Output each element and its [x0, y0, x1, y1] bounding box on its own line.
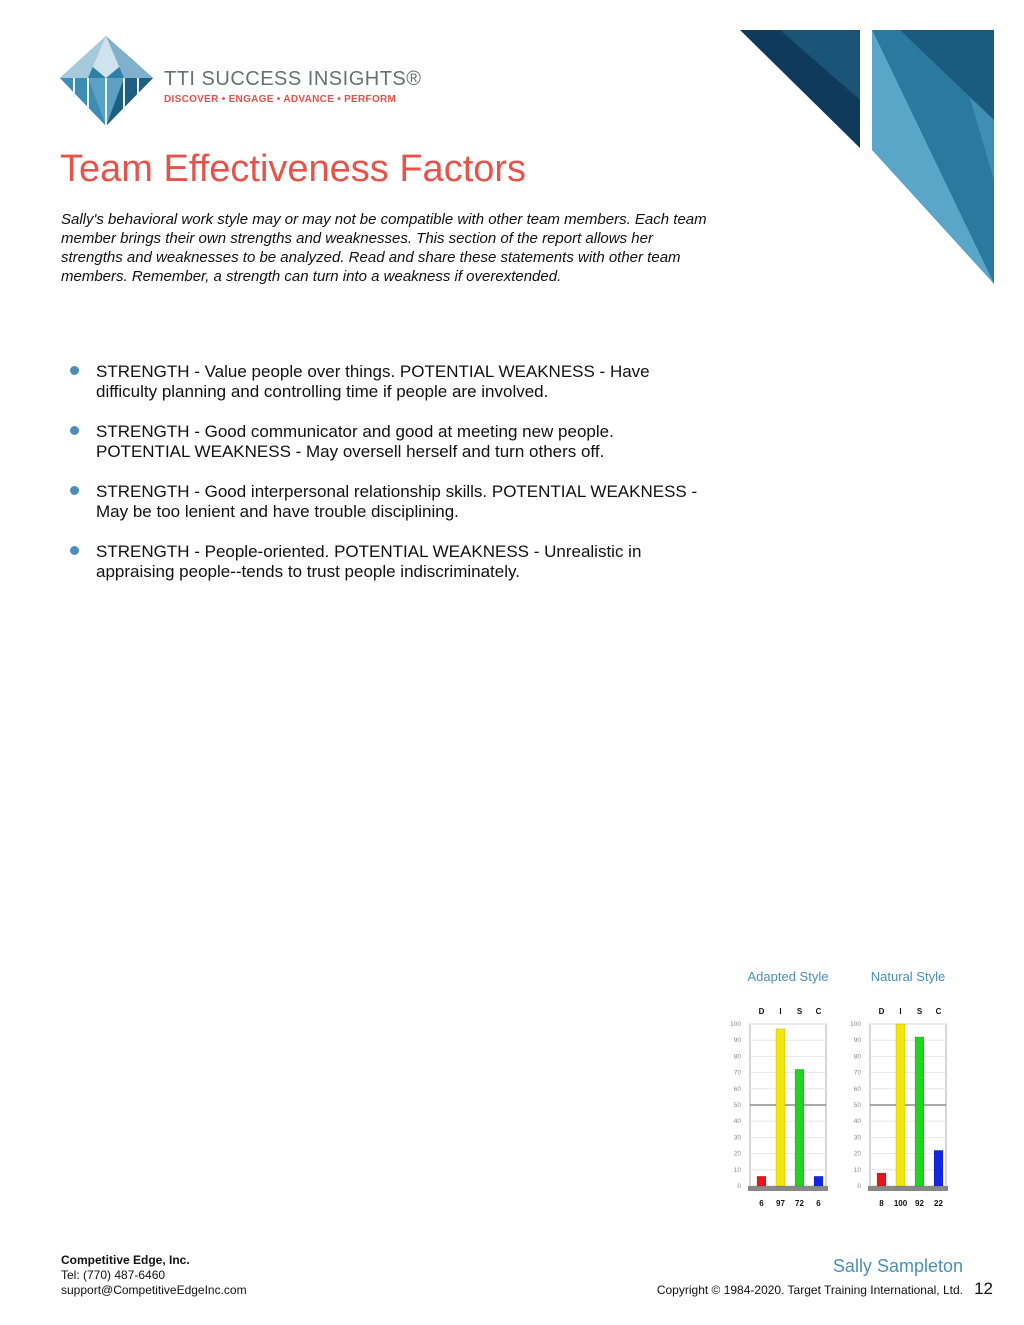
- diamond-logo-icon: [58, 34, 158, 130]
- value-label-i: 100: [893, 1199, 908, 1208]
- y-tick-label: 10: [733, 1166, 741, 1174]
- y-tick-label: 50: [733, 1102, 741, 1109]
- bullet-icon: [70, 546, 79, 555]
- y-tick-label: 20: [733, 1150, 741, 1158]
- y-tick-label: 60: [853, 1085, 861, 1093]
- bar-s: [915, 1037, 924, 1186]
- company-phone: Tel: (770) 487-6460: [61, 1268, 166, 1282]
- page-number: 12: [974, 1279, 993, 1298]
- brand-tagline: DISCOVER • ENGAGE • ADVANCE • PERFORM: [164, 94, 397, 105]
- bar-s: [795, 1069, 804, 1186]
- y-tick-label: 100: [850, 1021, 861, 1028]
- value-label-c: 22: [934, 1199, 943, 1208]
- category-label-c: C: [815, 1007, 822, 1016]
- list-item: STRENGTH - Good interpersonal relationship skills. POTENTIAL WEAKNESS - May be too lenient and have trouble disciplining.: [70, 482, 710, 522]
- y-tick-label: 100: [730, 1021, 741, 1028]
- category-label-s: S: [916, 1007, 923, 1016]
- y-tick-label: 80: [853, 1053, 861, 1061]
- chart-base: [748, 1186, 828, 1191]
- bullet-icon: [70, 426, 79, 435]
- y-tick-label: 90: [853, 1037, 861, 1045]
- y-tick-label: 0: [857, 1183, 861, 1190]
- tti-logo: [58, 34, 428, 130]
- list-item: STRENGTH - People-oriented. POTENTIAL WEAKNESS - Unrealistic in appraising people--tends to trust people indiscriminately.: [70, 542, 710, 582]
- page-title: Team Effectiveness Factors: [60, 148, 527, 190]
- list-item: STRENGTH - Value people over things. POTENTIAL WEAKNESS - Have difficulty planning and controlling time if people are involved.: [70, 362, 710, 402]
- brand-name: TTI SUCCESS INSIGHTS®: [164, 68, 422, 90]
- value-label-i: 97: [776, 1199, 785, 1208]
- chart-base: [868, 1186, 948, 1191]
- chart-title: Natural Style: [870, 969, 946, 984]
- strengths-list: [70, 362, 710, 602]
- y-tick-label: 90: [733, 1037, 741, 1045]
- copyright: Copyright © 1984-2020. Target Training International, Ltd.: [656, 1283, 963, 1297]
- intro-paragraph: Sally's behavioral work style may or may not be compatible with other team members. Each team member brings their own strengths and weaknesses. This section of the report allows her strengths and weaknesses to be analyzed. Read and share these statements with other team members. Remember, a strength can turn into a weakness if overextended.: [61, 211, 707, 285]
- bar-i: [896, 1024, 905, 1186]
- bullet-icon: [70, 486, 79, 495]
- list-item: STRENGTH - Good communicator and good at meeting new people. POTENTIAL WEAKNESS - May oversell herself and turn others off.: [70, 422, 710, 462]
- category-label-i: I: [899, 1007, 902, 1016]
- category-label-i: I: [779, 1007, 782, 1016]
- y-tick-label: 0: [737, 1183, 741, 1190]
- value-label-d: 8: [879, 1199, 884, 1208]
- blue-triangles-decoration: [740, 30, 994, 284]
- bar-c: [934, 1150, 943, 1186]
- bar-d: [757, 1176, 766, 1186]
- value-label-d: 6: [759, 1199, 764, 1208]
- company-email: support@CompetitiveEdgeInc.com: [61, 1283, 247, 1297]
- category-label-d: D: [758, 1007, 765, 1016]
- bar-c: [814, 1176, 823, 1186]
- value-label-c: 6: [816, 1199, 821, 1208]
- chart-title: Adapted Style: [747, 969, 829, 984]
- y-tick-label: 30: [853, 1134, 861, 1142]
- y-tick-label: 30: [733, 1134, 741, 1142]
- y-tick-label: 40: [733, 1118, 741, 1126]
- bar-i: [776, 1029, 785, 1186]
- y-tick-label: 20: [853, 1150, 861, 1158]
- category-label-s: S: [796, 1007, 803, 1016]
- y-tick-label: 70: [853, 1069, 861, 1077]
- y-tick-label: 10: [853, 1166, 861, 1174]
- y-tick-label: 80: [733, 1053, 741, 1061]
- company-name: Competitive Edge, Inc.: [61, 1253, 190, 1267]
- bar-d: [877, 1173, 886, 1186]
- respondent-name: Sally Sampleton: [832, 1256, 963, 1276]
- footer-contact: [61, 1253, 247, 1298]
- disc-style-charts: [720, 962, 970, 1222]
- y-tick-label: 70: [733, 1069, 741, 1077]
- y-tick-label: 40: [853, 1118, 861, 1126]
- bullet-icon: [70, 366, 79, 375]
- category-label-c: C: [935, 1007, 942, 1016]
- y-tick-label: 60: [733, 1085, 741, 1093]
- category-label-d: D: [878, 1007, 885, 1016]
- value-label-s: 92: [915, 1199, 924, 1208]
- value-label-s: 72: [795, 1199, 804, 1208]
- y-tick-label: 50: [853, 1102, 861, 1109]
